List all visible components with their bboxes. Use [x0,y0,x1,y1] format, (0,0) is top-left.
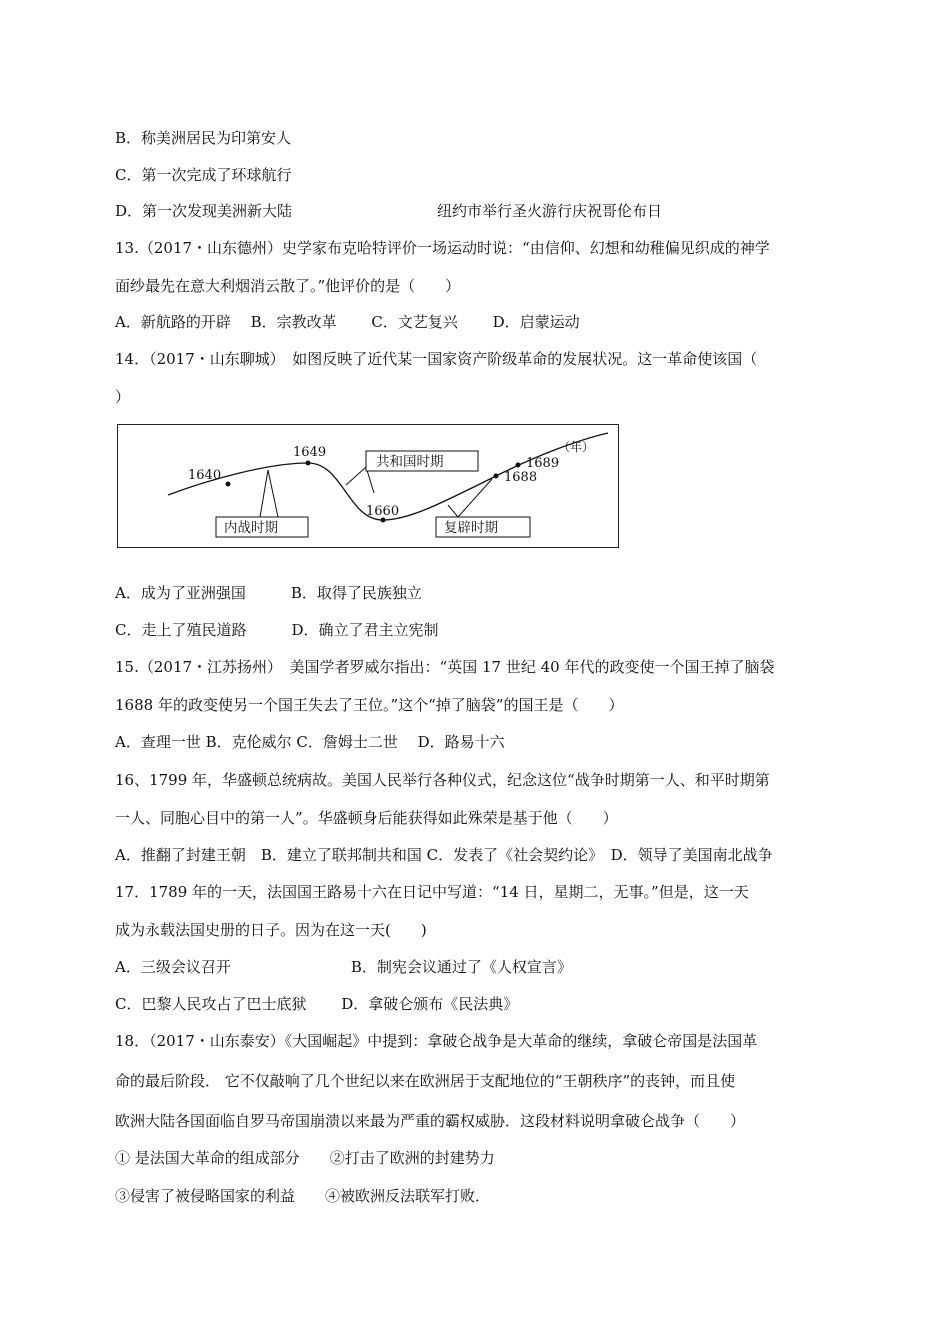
question-18-line-2: 命的最后阶段． 它不仅敲响了几个世纪以来在欧洲居于支配地位的“王朝秩序”的丧钟，而且使 [115,1072,736,1090]
year-1688: 1688 [504,470,538,485]
question-16-options: A．推翻了封建王朝 B．建立了联邦制共和国 C．发表了《社会契约论》 D．领导了美国南北战争 [115,846,773,864]
option-b-line: B．称美洲居民为印第安人 [115,129,292,147]
question-17-line-2: 成为永载法国史册的日子。因为在这一天( ) [115,921,427,939]
question-14-line-2: ） [115,388,131,406]
option-d-line [115,201,662,221]
option-c-line: C．第一次完成了环球航行 [115,166,292,184]
question-18-line-1: 18．（2017・山东泰安）《大国崛起》中提到：拿破仑战争是大革命的继续，拿破仑帝国是法国革 [115,1032,758,1050]
year-1660: 1660 [366,504,400,519]
question-16-line-1: 16、1799 年，华盛顿总统病故。美国人民举行各种仪式，纪念这位“战争时期第一人、和平时期第 [115,771,770,789]
year-1689: 1689 [526,456,560,471]
question-14-options-2: C．走上了殖民道路 D．确立了君主立宪制 [115,621,439,639]
unit-label: （年） [558,440,595,454]
question-16-line-2: 一人、同胞心目中的第一人”。华盛顿身后能获得如此殊荣是基于他（ ） [115,809,618,827]
question-17-line-1: 17．1789 年的一天，法国国王路易十六在日记中写道：“14 日，星期二，无事。”但是，这一天 [115,883,749,901]
civil-war-pointer-a [260,470,268,517]
republic-pointer-a [346,467,366,485]
question-13-options: A．新航路的开辟 B．宗教改革 C．文艺复兴 D．启蒙运动 [115,313,580,331]
restoration-pointer-a [448,505,458,517]
question-15-line-1: 15.（2017・江苏扬州） 美国学者罗威尔指出：“英国 17 世纪 40 年代的政变使一个国王掉了脑袋 [115,658,775,676]
point-1689 [516,463,521,468]
civil-war-label: 内战时期 [224,520,278,536]
question-14-options-1: A．成为了亚洲强国 B．取得了民族独立 [115,584,422,602]
question-15-line-2: 1688 年的政变使另一个国王失去了王位。”这个“掉了脑袋”的国王是（ ） [115,696,624,714]
restoration-label: 复辟时期 [444,520,498,536]
option-d-text: D．第一次发现美洲新大陆 [115,202,293,220]
question-17-option-b: B．制宪会议通过了《人权宣言》 [350,958,572,976]
question-17-options-1 [115,957,572,977]
question-13-line-2: 面纱最先在意大利烟消云散了。”他评价的是（ ） [115,277,461,295]
year-1640: 1640 [188,468,222,483]
republic-label: 共和国时期 [376,454,444,470]
point-1649 [306,461,311,466]
question-18-options-1: ① 是法国大革命的组成部分 ②打击了欧洲的封建势力 [115,1149,495,1167]
civil-war-pointer-b [268,470,278,517]
point-1640 [226,482,231,487]
image-caption: 纽约市举行圣火游行庆祝哥伦布日 [437,202,663,220]
question-18-options-2: ③侵害了被侵略国家的利益 ④被欧洲反法联军打败． [115,1187,491,1205]
revolution-timeline-figure [117,424,619,548]
question-18-line-3: 欧洲大陆各国面临自罗马帝国崩溃以来最为严重的霸权威胁．这段材料说明拿破仑战争（ ） [115,1112,746,1130]
question-17-options-2: C．巴黎人民攻占了巴士底狱 D．拿破仑颁布《民法典》 [115,995,519,1013]
question-15-options: A．查理一世 B．克伦威尔 C．詹姆士二世 D．路易十六 [115,733,505,751]
question-17-option-a: A．三级会议召开 [115,958,231,976]
year-1649: 1649 [293,445,327,460]
point-1688 [494,474,499,479]
question-13-line-1: 13.（2017・山东德州）史学家布克哈特评价一场运动时说：“由信仰、幻想和幼稚偏见织成的神学 [115,239,770,257]
question-14-line-1: 14．（2017・山东聊城） 如图反映了近代某一国家资产阶级革命的发展状况。这一革命使该国（ [115,350,758,368]
restoration-pointer-b [458,479,492,517]
